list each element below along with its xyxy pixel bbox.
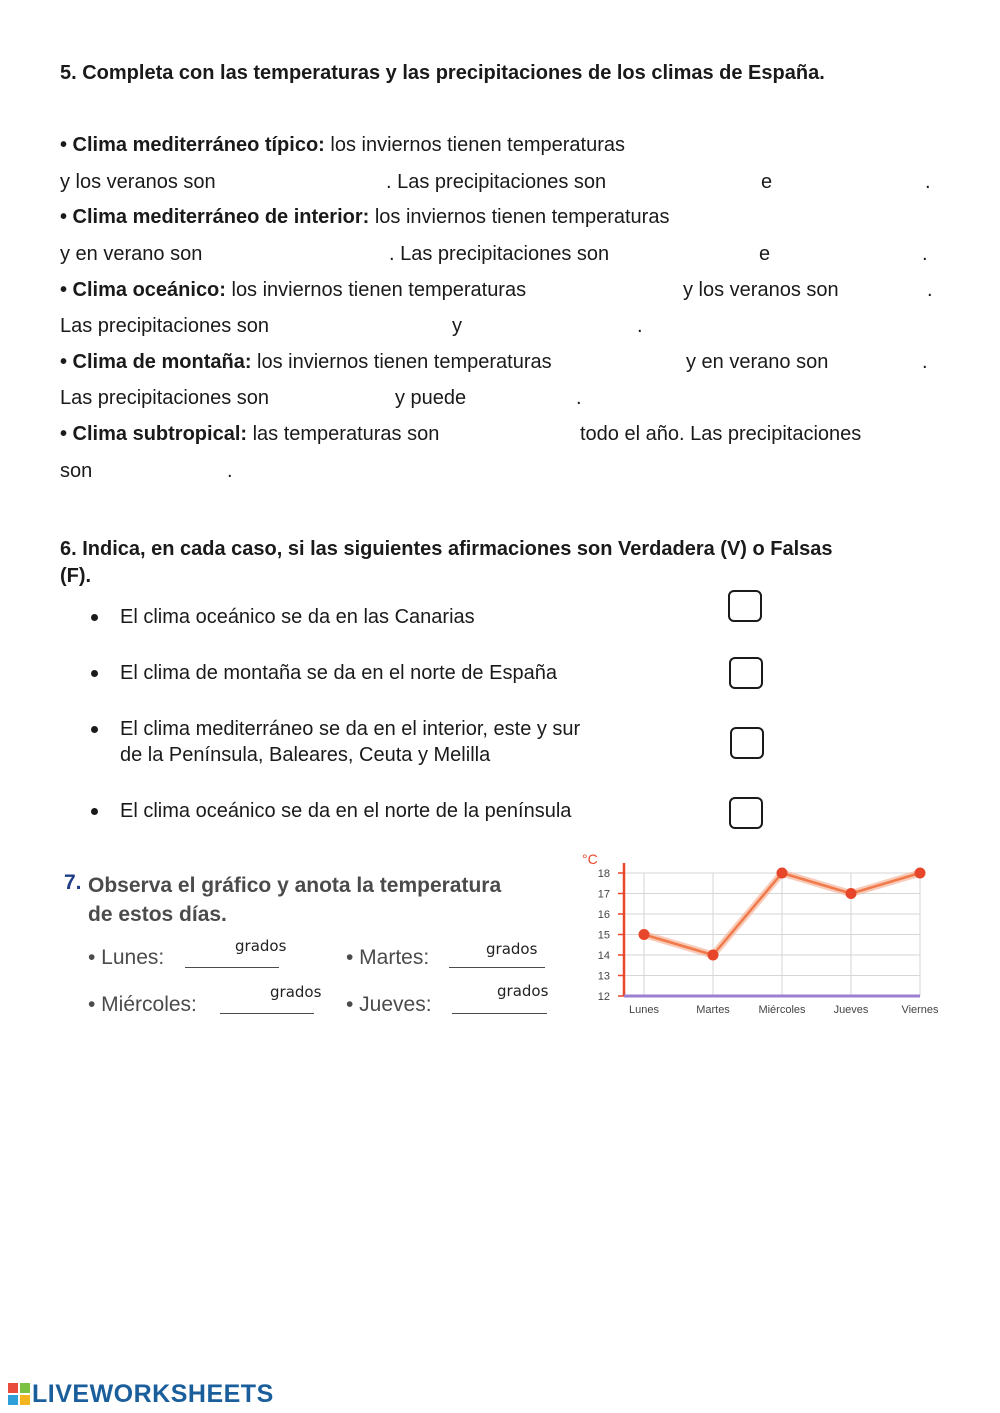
unit-label: grados — [497, 982, 549, 1000]
blank-input[interactable] — [705, 205, 925, 227]
q5-text: e — [761, 171, 773, 193]
q5-text: . — [925, 171, 931, 193]
answer-checkbox-1[interactable] — [728, 590, 762, 622]
jueves-answer-input[interactable] — [452, 1013, 547, 1014]
q6-title-line-1: 6. Indica, en cada caso, si las siguientes afirmaciones son Verdadera (V) o Falsas — [60, 538, 833, 560]
logo-text: LIVEWORKSHEETS — [32, 1380, 274, 1408]
q5-text: . — [227, 460, 233, 482]
q5-text: los inviernos tienen temperaturas — [324, 134, 625, 156]
q5-text: Las precipitaciones son — [60, 387, 270, 409]
q5-text: y puede — [395, 387, 467, 409]
q5-line-1 — [60, 134, 881, 157]
q5-text: y — [452, 315, 462, 337]
x-tick-label: Jueves — [833, 1004, 869, 1016]
blank-input[interactable] — [852, 278, 922, 300]
jueves-label: • Jueves: — [346, 993, 432, 1016]
q5-text: Las precipitaciones son — [60, 315, 270, 337]
lunes-label: • Lunes: — [88, 946, 165, 969]
blank-input[interactable] — [288, 314, 443, 336]
x-tick-label: Lunes — [629, 1004, 659, 1016]
q5-text: y los veranos son — [60, 171, 216, 193]
q7-title-line-2: de estos días. — [88, 903, 227, 926]
q5-text: son — [60, 460, 93, 482]
q5-text: las temperaturas son — [247, 423, 440, 445]
blank-input[interactable] — [583, 350, 678, 372]
q5-line-5 — [60, 279, 526, 302]
q5-text: todo el año. Las precipitaciones — [580, 423, 862, 445]
q5-line-3 — [60, 206, 669, 229]
x-tick-label: Viernes — [901, 1004, 939, 1016]
temperature-line-chart — [570, 845, 940, 1025]
tf-statement-3b: de la Península, Baleares, Ceuta y Melilla — [120, 744, 491, 766]
data-point-miércoles — [777, 868, 788, 879]
blank-input[interactable] — [232, 170, 382, 192]
bullet-icon — [91, 726, 98, 733]
climate-label-mediterraneo-tipico: • Clima mediterráneo típico: — [60, 134, 325, 156]
martes-label: • Martes: — [346, 946, 430, 969]
data-point-martes — [708, 950, 719, 961]
unit-label: grados — [486, 940, 538, 958]
climate-label-mediterraneo-interior: • Clima mediterráneo de interior: — [60, 206, 370, 228]
y-tick-label: 13 — [597, 970, 610, 983]
climate-label-subtropical: • Clima subtropical: — [60, 423, 248, 445]
answer-checkbox-2[interactable] — [729, 657, 763, 689]
q5-text: . — [576, 387, 582, 409]
answer-checkbox-3[interactable] — [730, 727, 764, 759]
y-tick-label: 17 — [597, 888, 610, 901]
chart-unit-label: °C — [582, 851, 598, 867]
data-point-lunes — [639, 929, 650, 940]
liveworksheets-logo — [8, 1380, 274, 1409]
y-tick-label: 18 — [597, 868, 610, 880]
y-tick-label: 14 — [597, 950, 610, 962]
q5-text: . — [927, 279, 933, 301]
martes-answer-input[interactable] — [449, 967, 545, 968]
blank-input[interactable] — [840, 350, 920, 372]
miercoles-label: • Miércoles: — [88, 993, 197, 1016]
q5-text: y en verano son — [686, 351, 829, 373]
q5-line-7 — [60, 351, 552, 374]
blank-input[interactable] — [220, 242, 385, 264]
blank-input[interactable] — [778, 242, 918, 264]
blank-input[interactable] — [288, 386, 388, 408]
tf-statement-3a: El clima mediterráneo se da en el interior, este y sur — [120, 718, 581, 740]
q7-title-line-1: Observa el gráfico y anota la temperatura — [88, 874, 502, 897]
blank-input[interactable] — [780, 170, 920, 192]
q5-text: . — [637, 315, 643, 337]
unit-label: grados — [270, 983, 322, 1001]
logo-icon — [8, 1383, 30, 1405]
x-tick-label: Martes — [696, 1004, 730, 1016]
answer-checkbox-4[interactable] — [729, 797, 763, 829]
tf-statement-2: El clima de montaña se da en el norte de España — [120, 662, 557, 684]
q5-text: . Las precipitaciones son — [386, 171, 607, 193]
y-tick-label: 12 — [597, 991, 610, 1003]
blank-input[interactable] — [476, 386, 572, 408]
data-point-jueves — [846, 888, 857, 899]
q5-text: y en verano son — [60, 243, 203, 265]
tf-statement-4: El clima oceánico se da en el norte de la península — [120, 800, 572, 822]
blank-input[interactable] — [630, 170, 755, 192]
lunes-answer-input[interactable] — [185, 967, 279, 968]
q5-line-9 — [60, 423, 439, 446]
q5-text: los inviernos tienen temperaturas — [369, 206, 670, 228]
y-tick-label: 15 — [597, 929, 610, 942]
blank-input[interactable] — [470, 314, 630, 336]
climate-label-oceanico: • Clima oceánico: — [60, 279, 226, 301]
blank-input[interactable] — [466, 422, 572, 444]
x-tick-label: Miércoles — [758, 1004, 806, 1016]
q5-text: e — [759, 243, 771, 265]
q5-text: . — [922, 351, 928, 373]
q7-number: 7. — [64, 871, 82, 894]
q5-text: . Las precipitaciones son — [389, 243, 610, 265]
bullet-icon — [91, 614, 98, 621]
q5-text: los inviernos tienen temperaturas — [251, 351, 552, 373]
y-tick-label: 16 — [597, 909, 610, 921]
bullet-icon — [91, 808, 98, 815]
blank-input[interactable] — [631, 135, 881, 157]
q6-title-line-2: (F). — [60, 565, 92, 587]
q5-text: . — [922, 243, 928, 265]
q5-text: y los veranos son — [683, 279, 839, 301]
data-point-viernes — [915, 868, 926, 879]
q5-text: los inviernos tienen temperaturas — [225, 279, 527, 301]
blank-input[interactable] — [556, 278, 674, 300]
unit-label: grados — [235, 937, 287, 955]
q5-line-2 — [60, 171, 216, 194]
bullet-icon — [91, 670, 98, 677]
miercoles-answer-input[interactable] — [220, 1013, 314, 1014]
blank-input[interactable] — [102, 459, 222, 481]
climate-label-montana: • Clima de montaña: — [60, 351, 252, 373]
blank-input[interactable] — [630, 242, 750, 264]
q5-title: 5. Completa con las temperaturas y las precipitaciones de los climas de España. — [60, 62, 825, 84]
tf-statement-1: El clima oceánico se da en las Canarias — [120, 606, 475, 628]
